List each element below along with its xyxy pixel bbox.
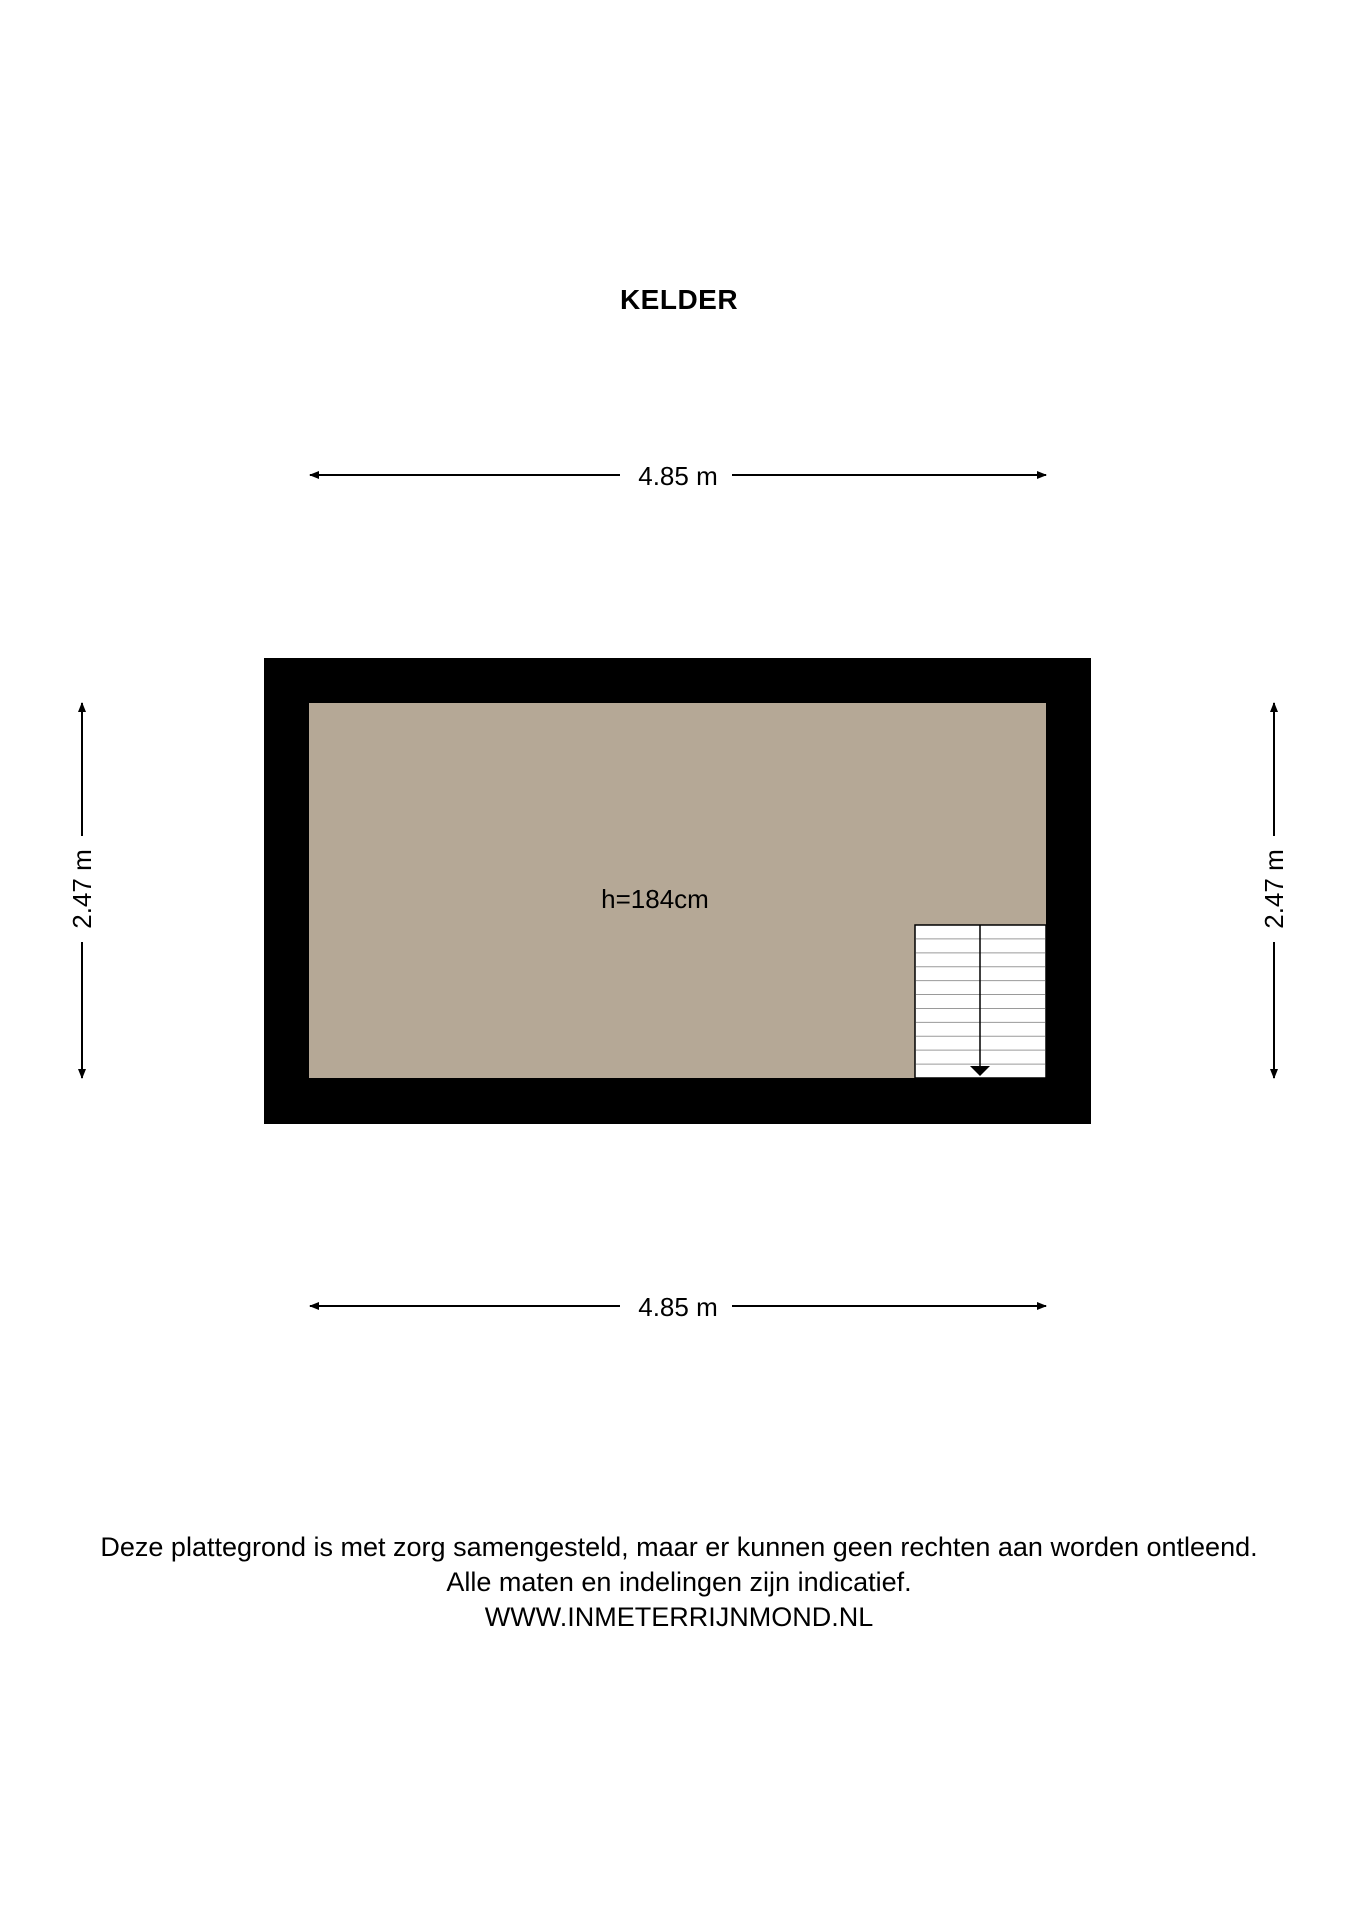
disclaimer-line-1: Deze plattegrond is met zorg samengesteld, maar er kunnen geen rechten aan worden ontleend. (100, 1532, 1258, 1562)
top-width-dimension (310, 461, 1046, 491)
left-height-label: 2.47 m (67, 849, 97, 929)
right-height-dimension (1259, 703, 1289, 1078)
bottom-width-dimension (310, 1292, 1046, 1322)
right-height-label: 2.47 m (1259, 849, 1289, 929)
floor-title: KELDER (619, 284, 739, 315)
disclaimer-line-2: Alle maten en indelingen zijn indicatief. (446, 1567, 912, 1597)
top-width-label: 4.85 m (638, 461, 718, 491)
disclaimer (0, 1530, 1358, 1635)
stairs (915, 925, 1046, 1078)
website-link[interactable]: WWW.INMETERRIJNMOND.NL (484, 1602, 874, 1632)
bottom-width-label: 4.85 m (638, 1292, 718, 1322)
left-height-dimension (67, 703, 97, 1078)
room-height-label: h=184cm (601, 884, 709, 914)
